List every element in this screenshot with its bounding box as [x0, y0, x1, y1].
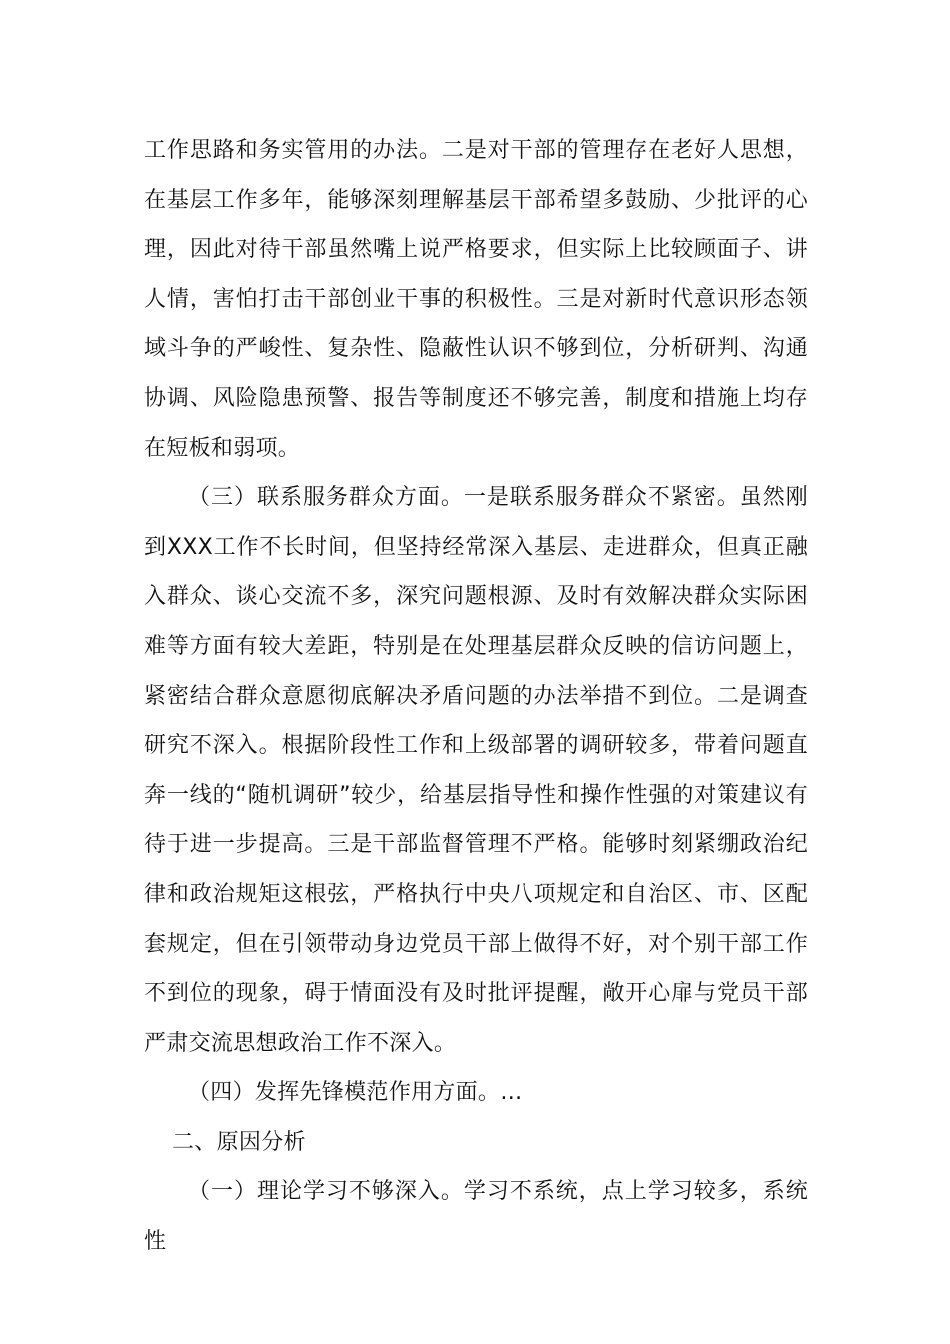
heading-cause-analysis: 二、原因分析: [172, 1129, 306, 1155]
paragraph-section-four: （四）发挥先锋模范作用方面。…: [188, 1080, 523, 1106]
paragraph-section-three: （三）联系服务群众方面。一是联系服务群众不紧密。虽然刚到XXX工作不长时间，但坚持经常深入基层、走进群众，但真正融入群众、谈心交流不多，深究问题根源、及时有效解决群众实际困难等方面有较大差距，特别是在处理基层群众反映的信访问题上，紧密结合群众意愿彻底解决矛盾问题的办法举措不到位。二是调查研究不深入。根据阶段性工作和上级部署的调研较多，带着问题直奔一线的“随机调研”较少，给基层指导性和操作性强的对策建议有待于进一步提高。三是干部监督管理不严格。能够时刻紧绷政治纪律和政治规矩这根弦，严格执行中央八项规定和自治区、市、区配套规定，但在引领带动身边党员干部上做得不好，对个别干部工作不到位的现象，碍于情面没有及时批评提醒，敞开心扉与党员干部严肃交流思想政治工作不深入。: [144, 485, 808, 1056]
document-body: [144, 126, 808, 1267]
paragraph-theory-study: （一）理论学习不够深入。学习不系统，点上学习较多，系统性: [144, 1179, 808, 1255]
paragraph-continuation: 工作思路和务实管用的办法。二是对干部的管理存在老好人思想，在基层工作多年，能够深刻理解基层干部希望多鼓励、少批评的心理，因此对待干部虽然嘴上说严格要求，但实际上比较顾面子、讲人情，害怕打击干部创业干事的积极性。三是对新时代意识形态领域斗争的严峻性、复杂性、隐蔽性认识不够到位，分析研判、沟通协调、风险隐患预警、报告等制度还不够完善，制度和措施上均存在短板和弱项。: [144, 138, 808, 461]
